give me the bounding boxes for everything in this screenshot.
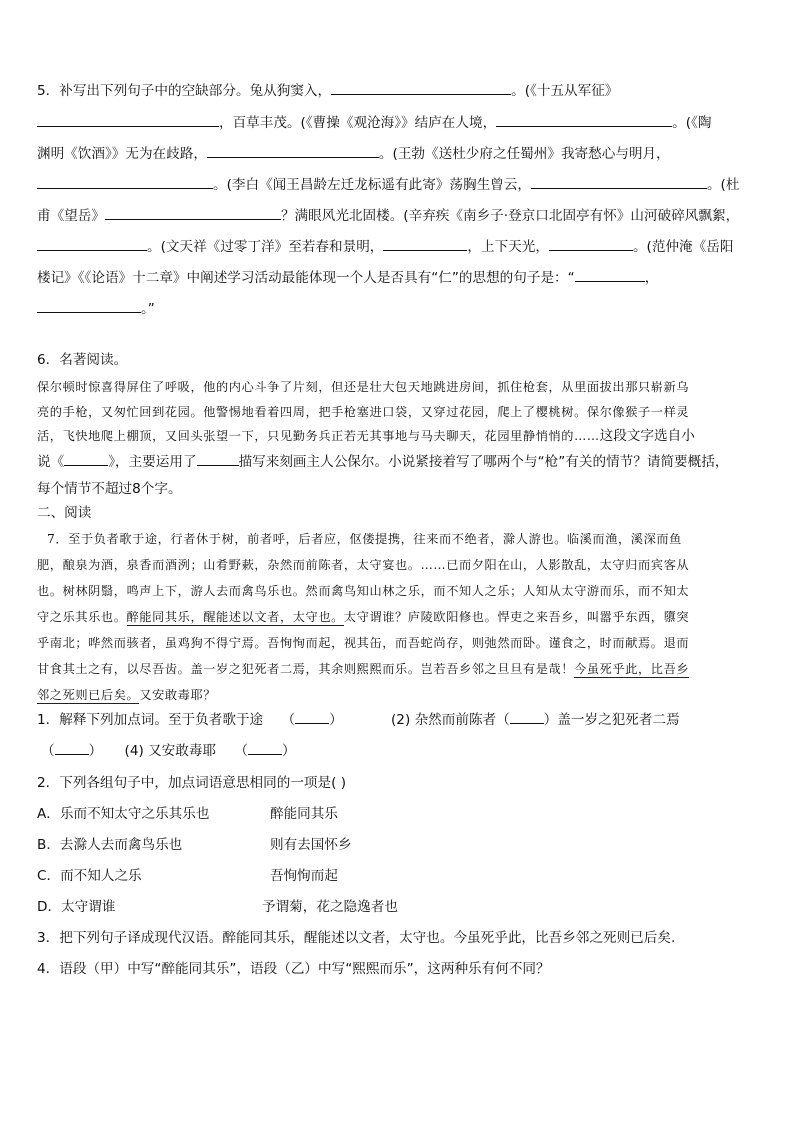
q7-underlined-text: 今虽死乎此，比吾乡 [574,662,690,676]
question-1-line-2 [37,741,296,761]
answer-blank[interactable] [383,237,467,251]
question-3: 3．把下列句子译成现代汉语。醉能同其乐，醒能述以文者，太守也。今虽死乎此，比吾乡邻之死则已后矣. [37,930,676,946]
q5-text: 。(范仲淹《岳阳 [632,239,734,255]
question-text: （ [234,743,248,759]
answer-blank[interactable] [496,113,672,127]
q6-passage-line [37,426,695,446]
question-1-line [37,710,680,730]
q7-passage-text: 甘食其土之有，以尽吾齿。盖一岁之犯死者二焉，其余则熙熙而乐。岂若吾乡邻之旦旦有是哉！ [37,662,575,676]
q5-text: 。(杜 [706,177,740,193]
question-text: (4) 又安敢毒耶 [124,743,217,759]
answer-blank[interactable] [510,710,544,724]
q5-line-4 [37,175,739,195]
q7-passage-line: 乎南北；哗然而骇者，虽鸡狗不得宁焉。吾恂恂而起，视其缶，而吾蛇尚存，则弛然而卧。谨食之，时而献焉。退而 [37,636,690,650]
q5-text: 。(《十五从军征》 [511,83,619,99]
q6-passage-line: 保尔顿时惊喜得屏住了呼吸，他的内心斗争了片刻，但还是壮大包天地跳进房间，抓住枪套，从里面拔出那只崭新乌 [37,380,690,394]
q6-title: 6．名著阅读。 [37,352,128,368]
question-2: 2．下列各组句子中，加点词语意思相同的一项是( ) [37,775,347,791]
q5-text: ？满眼风光北固楼。(辛弃疾《南乡子·登京口北固亭有怀》山河破碎风飘絮， [280,208,740,224]
question-text: ） [281,743,296,759]
answer-blank[interactable] [55,741,89,755]
q5-text: 楼记》《《论语》十二章》中阐述学习活动最能体现一个人是否具有“仁”的思想的句子是：“ [37,270,575,286]
section-heading: 二、阅读 [37,505,92,521]
option-text: C．而不知人之乐 [37,868,142,884]
answer-blank[interactable] [531,175,707,189]
q6-passage-text: 活，飞快地爬上棚顶，又回头张望一下，只见勤务兵正若无其事地与马夫聊天，花园里静悄悄的…… [37,429,600,443]
q7-passage-line: 7．至于负者歌于途，行者休于树，前者呼，后者应，伛偻提携，往来而不绝者，滁人游也。临溪而渔，溪深而鱼 [47,532,682,546]
answer-blank[interactable] [549,237,633,251]
q7-passage-line [37,659,689,679]
answer-blank[interactable] [37,237,147,251]
q5-text: 。” [141,301,155,317]
question-text: ） [329,712,343,728]
option-b[interactable] [37,835,352,855]
q5-text: 5．补写出下列句子中的空缺部分。兔从狗窦入， [37,83,332,99]
answer-blank[interactable] [64,452,108,466]
answer-blank[interactable] [37,175,213,189]
option-d[interactable] [37,897,398,917]
question-text: ） [88,743,103,759]
option-text: 则有去国怀乡 [270,837,352,853]
option-text: B．去滁人去而禽鸟乐也 [37,837,183,853]
q6-passage-line: 亮的手枪，又匆忙回到花园。他警惕地看着四周，把手枪塞进口袋，又穿过花园，爬上了樱桃树。保尔像猴子一样灵 [37,405,690,419]
option-text: 予谓菊，花之隐逸者也 [262,899,398,915]
q5-text: 。(文天祥《过零丁洋》至若春和景明， [147,239,384,255]
option-text: 醉能同其乐 [270,806,338,822]
option-c[interactable] [37,866,338,886]
q7-passage-text: 守之乐其乐也。 [37,610,127,624]
q5-text: ，百草丰茂。(《曹操《观沧海》》结庐在人境， [219,115,497,131]
q5-text: 。(《陶 [672,115,712,131]
question-text: （ [41,743,55,759]
answer-blank[interactable] [197,452,239,466]
q6-question-line: 每个情节不超过8个字。 [37,481,182,497]
q5-line-6 [37,237,733,257]
q5-line-2 [37,113,711,133]
option-text: A．乐而不知太守之乐其乐也 [37,806,210,822]
q7-passage-text: 又安敢毒耶？ [139,688,217,702]
answer-blank[interactable] [248,741,282,755]
question-4: 4．语段（甲）中写“醉能同其乐”，语段（乙）中写“熙熙而乐”，这两种乐有何不同？ [37,961,550,977]
q7-passage-text: 太守谓谁？庐陵欧阳修也。悍吏之来吾乡，叫嚣乎东西，隳突 [343,610,690,624]
answer-blank[interactable] [207,144,379,158]
q5-text: 。(李白《闻王昌龄左迁龙标遥有此寄》荡胸生曾云， [213,177,531,193]
q6-question-text: 这段文字选自小 [599,428,695,444]
answer-blank[interactable] [575,268,645,282]
q5-line-3 [37,144,670,164]
answer-blank[interactable] [331,81,511,95]
q7-underlined-text: 邻之死则已后矣。 [37,688,140,702]
q5-line-7 [37,268,658,288]
q6-question-line [37,452,728,472]
q7-passage-line [37,685,216,705]
question-text: (2) 杂然而前陈者（ [391,712,510,728]
answer-blank[interactable] [105,206,281,220]
option-a[interactable] [37,804,338,824]
q5-text: 。(王勃《送杜少府之任蜀州》我寄愁心与明月， [378,146,670,162]
option-text: 吾恂恂而起 [270,868,338,884]
q6-question-text: 描写来刻画主人公保尔。小说紧接着写了哪两个与“枪”有关的情节？请简要概括， [238,454,729,470]
q6-question-text: 》，主要运用了 [108,454,197,470]
q7-underlined-text: 醉能同其乐，醒能述以文者，太守也。 [126,610,344,624]
answer-blank[interactable] [295,710,329,724]
q5-line-8 [37,299,155,319]
q7-passage-line: 也。树林阴翳，鸣声上下，游人去而禽鸟乐也。然而禽鸟知山林之乐，而不知人之乐；人知从太守游而乐，而不知太 [37,584,690,598]
q7-passage-line [37,607,689,627]
question-text: （ [281,712,296,728]
q6-question-text: 说《 [37,454,65,470]
q5-text: 渊明《饮酒》》无为在歧路， [37,146,207,162]
question-text: ）盖一岁之犯死者二焉 [543,712,680,728]
q5-text: 甫《望岳》 [37,208,105,224]
answer-blank[interactable] [37,113,219,127]
question-text: 1．解释下列加点词。至于负者歌于途 [37,712,264,728]
q5-line-5 [37,206,739,226]
option-text: D．太守谓谁 [37,899,116,915]
q5-line-1 [37,81,618,101]
q5-text: ， [644,270,659,286]
q7-passage-line: 肥，酿泉为酒，泉香而酒洌；山肴野蔌，杂然而前陈者，太守宴也。……已而夕阳在山，人影散乱，太守归而宾客从 [37,558,690,572]
answer-blank[interactable] [37,299,141,313]
q5-text: ，上下天光， [467,239,549,255]
